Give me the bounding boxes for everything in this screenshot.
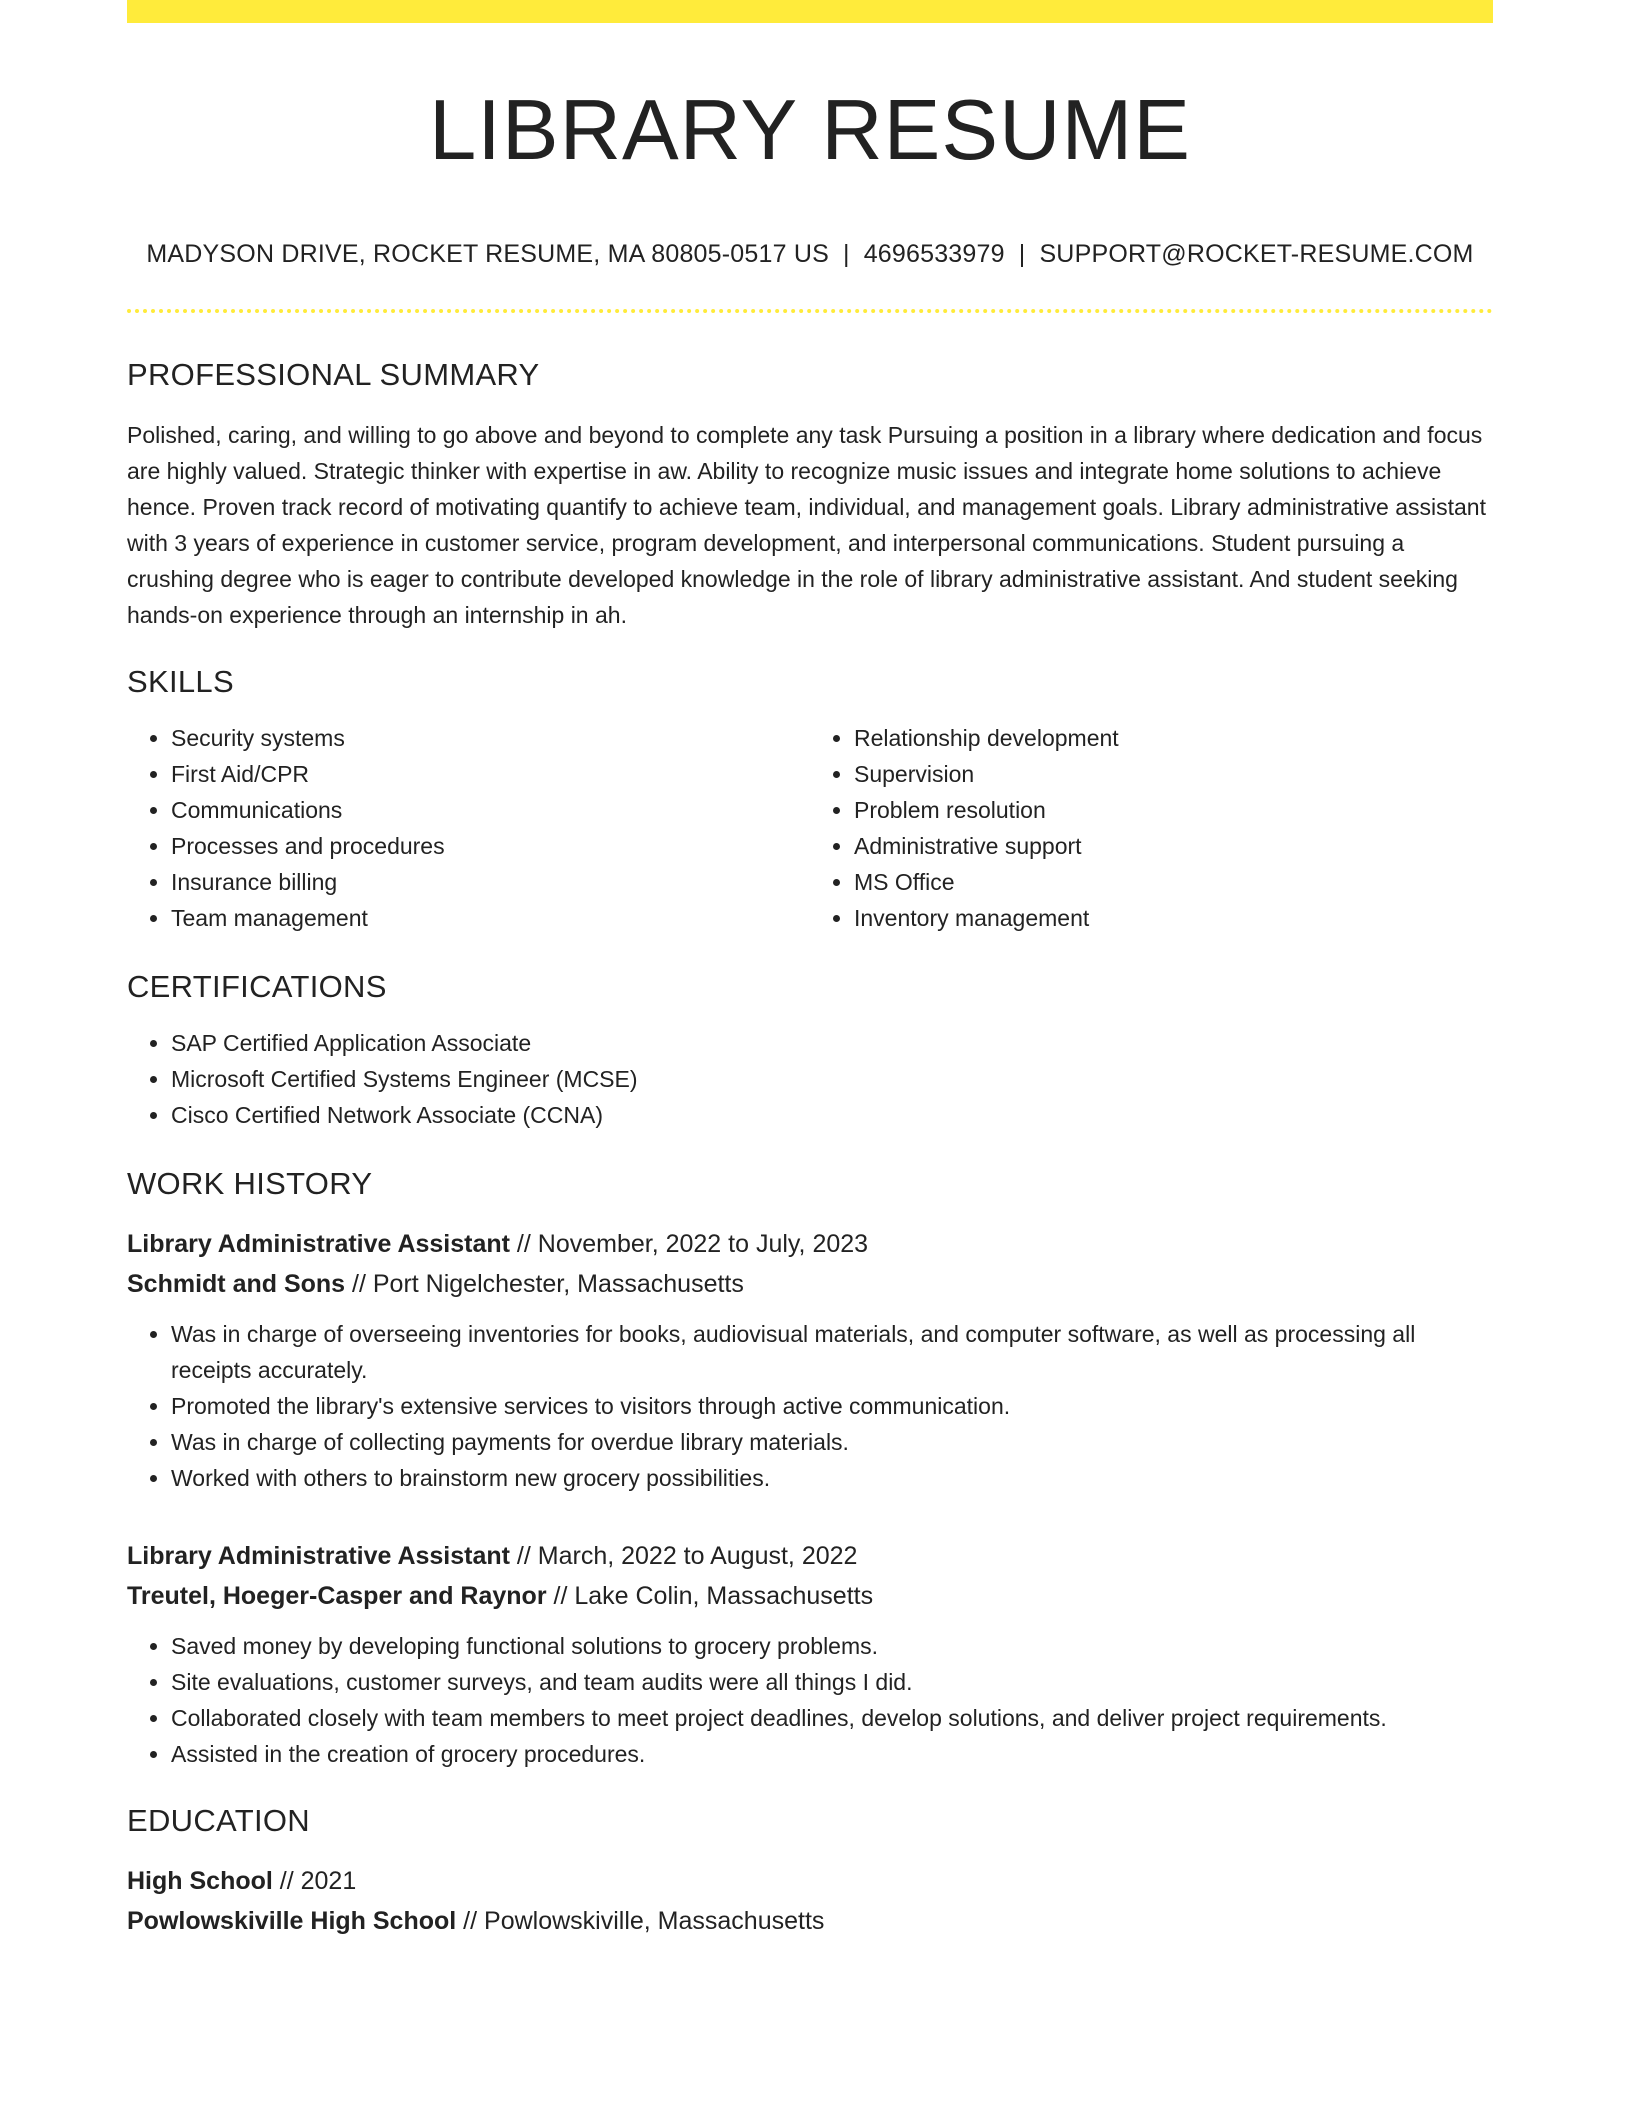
job-responsibilities xyxy=(127,1316,1493,1496)
contact-line xyxy=(127,240,1493,269)
list-item: • Assisted in the creation of grocery procedures. xyxy=(171,1736,1493,1772)
summary-text: Polished, caring, and willing to go above and beyond to complete any task Pursuing a position in a library where dedication and focus are highly valued. Strategic thinker with expertise in aw. Ability to recognize music issues and integrate home solutions to achieve hence. Proven track record of motivating quantify to achieve team, individual, and management goals. Library administrative assistant with 3 years of experience in customer service, program development, and interpersonal communications. Student pursuing a crushing degree who is eager to contribute developed knowledge in the role of library administrative assistant. And student seeking hands-on experience through an internship in ah. xyxy=(127,421,1486,628)
list-item: • Microsoft Certified Systems Engineer (MCSE) xyxy=(171,1061,1493,1097)
email: SUPPORT@ROCKET-RESUME.COM xyxy=(1039,239,1474,268)
list-item: • Inventory management xyxy=(854,900,1493,936)
list-item: • Supervision xyxy=(854,756,1493,792)
list-item: • Processes and procedures xyxy=(171,828,810,864)
job-title-line xyxy=(127,1536,1493,1576)
list-item: • Saved money by developing functional solutions to grocery problems. xyxy=(171,1628,1493,1664)
school-location: // Powlowskiville, Massachusetts xyxy=(456,1907,825,1936)
separator: | xyxy=(842,239,850,268)
degree: High School xyxy=(127,1867,273,1896)
list-item: • First Aid/CPR xyxy=(171,756,810,792)
school-line xyxy=(127,1901,1493,1941)
job-responsibilities xyxy=(127,1628,1493,1772)
job-role: Library Administrative Assistant xyxy=(127,1230,510,1259)
graduation-year: // 2021 xyxy=(272,1867,357,1896)
resume-page xyxy=(127,0,1493,1941)
work-history-heading: WORK HISTORY xyxy=(127,1166,373,1202)
list-item: • Was in charge of collecting payments for overdue library materials. xyxy=(171,1424,1493,1460)
job-entry xyxy=(127,1224,1493,1496)
skills-list xyxy=(127,720,1493,936)
top-accent-bar xyxy=(127,0,1493,23)
certifications-list xyxy=(127,1025,1493,1133)
job-dates: // March, 2022 to August, 2022 xyxy=(509,1542,858,1571)
list-item: • MS Office xyxy=(854,864,1493,900)
job-location: // Lake Colin, Massachusetts xyxy=(546,1582,874,1611)
list-item: • Team management xyxy=(171,900,810,936)
job-location: // Port Nigelchester, Massachusetts xyxy=(345,1270,744,1299)
dotted-divider xyxy=(127,309,1493,313)
job-entry xyxy=(127,1536,1493,1772)
list-item: • Worked with others to brainstorm new grocery possibilities. xyxy=(171,1460,1493,1496)
list-item: • Problem resolution xyxy=(854,792,1493,828)
skills-left-column xyxy=(127,720,810,936)
separator: | xyxy=(1018,239,1026,268)
list-item: • Promoted the library's extensive services to visitors through active communication. xyxy=(171,1388,1493,1424)
school-name: Powlowskiville High School xyxy=(127,1907,457,1936)
list-item: • SAP Certified Application Associate xyxy=(171,1025,1493,1061)
job-company-line xyxy=(127,1576,1493,1616)
resume-title: LIBRARY RESUME xyxy=(429,83,1191,178)
job-company: Schmidt and Sons xyxy=(127,1270,346,1299)
certifications-heading: CERTIFICATIONS xyxy=(127,968,387,1004)
job-dates: // November, 2022 to July, 2023 xyxy=(509,1230,869,1259)
summary-heading: PROFESSIONAL SUMMARY xyxy=(127,356,540,392)
skills-heading: SKILLS xyxy=(127,663,234,699)
list-item: • Collaborated closely with team members to meet project deadlines, develop solutions, and deliver project requirements. xyxy=(171,1700,1493,1736)
list-item: • Insurance billing xyxy=(171,864,810,900)
list-item: • Security systems xyxy=(171,720,810,756)
job-company-line xyxy=(127,1264,1493,1304)
job-title-line xyxy=(127,1224,1493,1264)
list-item: • Was in charge of overseeing inventories for books, audiovisual materials, and computer software, as well as processing all receipts accurately. xyxy=(171,1316,1493,1388)
phone: 4696533979 xyxy=(863,239,1005,268)
skills-right-column xyxy=(810,720,1493,936)
list-item: • Communications xyxy=(171,792,810,828)
education-entry xyxy=(127,1861,1493,1941)
list-item: • Site evaluations, customer surveys, and team audits were all things I did. xyxy=(171,1664,1493,1700)
address: MADYSON DRIVE, ROCKET RESUME, MA 80805-0517 US xyxy=(146,239,829,268)
list-item: • Relationship development xyxy=(854,720,1493,756)
list-item: • Administrative support xyxy=(854,828,1493,864)
job-company: Treutel, Hoeger-Casper and Raynor xyxy=(127,1582,547,1611)
job-role: Library Administrative Assistant xyxy=(127,1542,510,1571)
education-heading: EDUCATION xyxy=(127,1803,310,1839)
degree-line xyxy=(127,1861,1493,1901)
list-item: • Cisco Certified Network Associate (CCNA) xyxy=(171,1097,1493,1133)
